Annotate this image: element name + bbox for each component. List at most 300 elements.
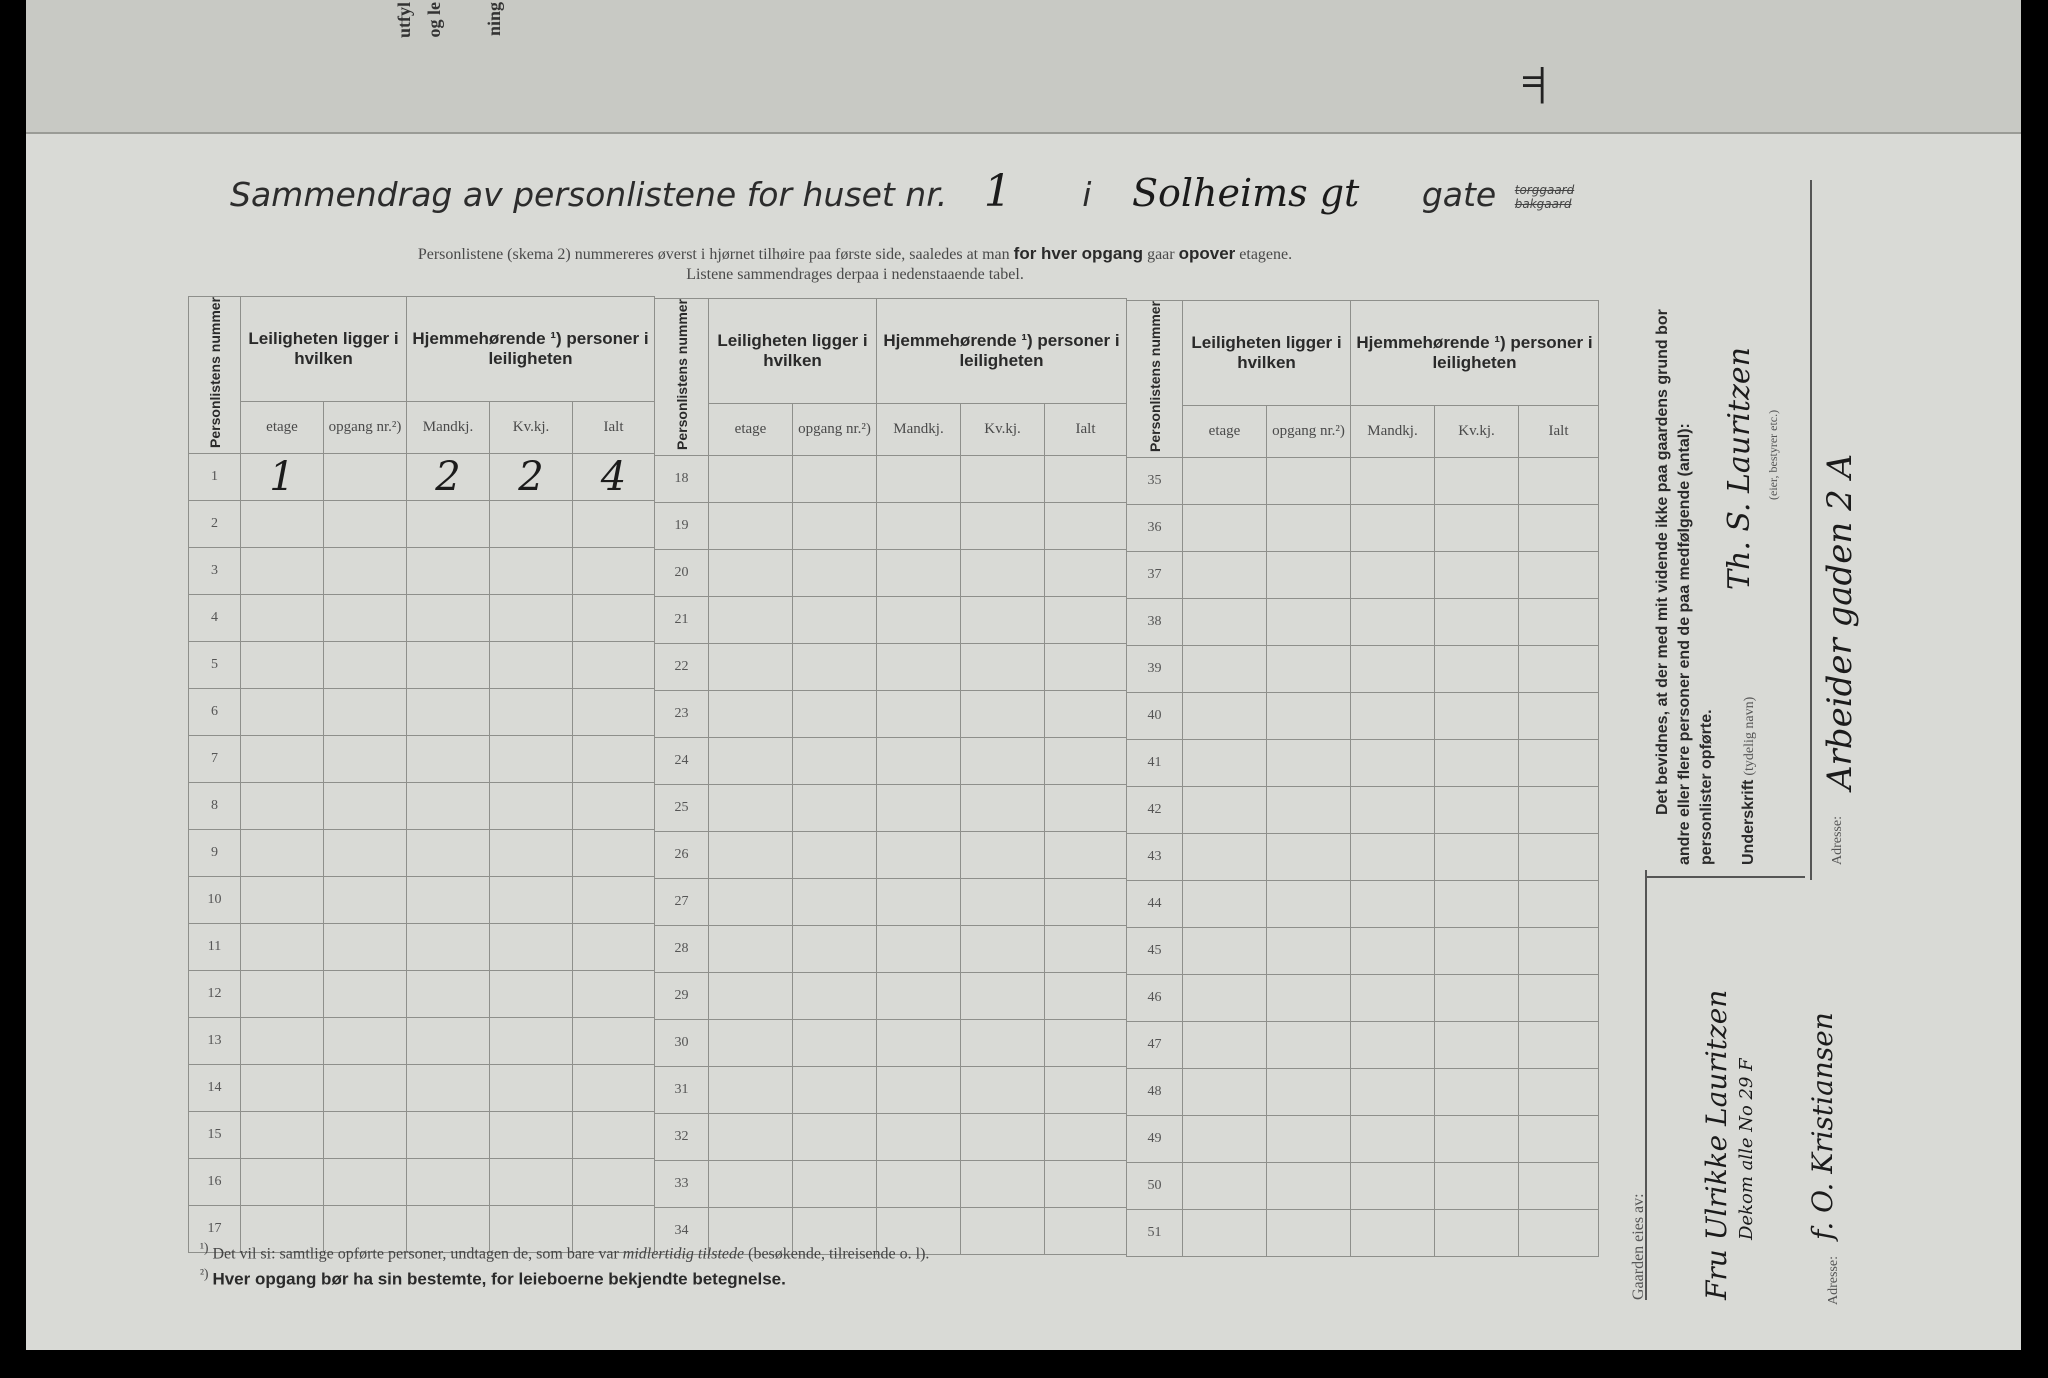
cell-opgang [1267,833,1351,880]
footnote-2-mark: ²) [200,1266,209,1281]
cell-opgang [1267,692,1351,739]
cell-mandkj [877,455,961,502]
row-number: 11 [189,923,241,970]
cell-ialt [1519,1068,1599,1115]
cell-opgang [1267,457,1351,504]
cell-kvkj [1435,1115,1519,1162]
header-hjemmehorende: Hjemmehørende ¹) personer i leiligheten [1351,301,1599,406]
cell-kvkj [490,688,573,735]
cell-etage [1183,1115,1267,1162]
cell-opgang [1267,504,1351,551]
header-mandkj: Mandkj. [1351,405,1435,457]
cell-etage [709,549,793,596]
cell-mandkj [1351,645,1435,692]
cell-opgang [793,784,877,831]
cell-kvkj [961,972,1045,1019]
header-hjemmehorende: Hjemmehørende ¹) personer i leiligheten [407,297,655,402]
row-number: 4 [189,594,241,641]
cell-ialt [1045,1019,1127,1066]
header-etage: etage [241,401,324,453]
owner-adresse-label: Adresse: [1826,1256,1841,1305]
owner-adresse-value: f. O. Kristiansen [1806,1012,1839,1240]
table-row [655,784,1127,831]
side-divider [1645,876,1805,878]
cell-ialt [1045,1066,1127,1113]
cell-etage [241,829,324,876]
table-row [1127,1068,1599,1115]
table-row [189,970,655,1017]
header-personlistens-nummer-text: Personlistens nummer [1146,301,1163,452]
table-row [1127,880,1599,927]
cell-mandkj [877,831,961,878]
cell-mandkj [1351,598,1435,645]
cell-kvkj [490,1017,573,1064]
cell-etage [1183,551,1267,598]
cell-etage [241,547,324,594]
summary-table-1 [188,296,655,1253]
table-row [189,923,655,970]
cell-kvkj [490,970,573,1017]
cell-ialt [573,594,655,641]
cell-ialt [573,1111,655,1158]
adresse-value: Arbeider gaden 2 A [1820,453,1860,790]
title-gate: gate [1421,175,1497,214]
cell-kvkj [1435,598,1519,645]
cell-opgang [793,690,877,737]
cell-mandkj [1351,927,1435,974]
row-number: 7 [189,735,241,782]
cell-kvkj [490,1064,573,1111]
row-number: 48 [1127,1068,1183,1115]
cell-ialt [1519,1162,1599,1209]
row-number: 32 [655,1113,709,1160]
cell-ialt [1045,784,1127,831]
top-fragment: utfyl [394,2,414,38]
cell-mandkj [407,1064,490,1111]
cell-mandkj [877,502,961,549]
cell-ialt [1045,455,1127,502]
cell-opgang [324,641,407,688]
cell-ialt [1519,598,1599,645]
table-row [1127,692,1599,739]
cell-etage [1183,927,1267,974]
cell-kvkj [490,641,573,688]
row-number: 50 [1127,1162,1183,1209]
cell-etage [709,737,793,784]
row-number: 42 [1127,786,1183,833]
cell-kvkj [961,1066,1045,1113]
cell-mandkj [407,688,490,735]
cell-opgang [793,925,877,972]
table-row [189,1017,655,1064]
certification-line-3: personlister opførte. [1698,709,1715,865]
cell-opgang [324,1064,407,1111]
cell-kvkj [1435,457,1519,504]
cell-opgang [1267,927,1351,974]
header-personlistens-nummer-text: Personlistens nummer [673,299,690,450]
cell-mandkj [1351,692,1435,739]
row-number: 30 [655,1019,709,1066]
cell-kvkj [490,594,573,641]
cell-opgang [324,782,407,829]
row-number: 31 [655,1066,709,1113]
cell-kvkj [1435,927,1519,974]
cell-kvkj [490,1111,573,1158]
row-number: 20 [655,549,709,596]
cell-opgang [793,596,877,643]
header-mandkj: Mandkj. [877,403,961,455]
table-row [1127,1209,1599,1256]
cell-opgang [1267,1021,1351,1068]
cell-ialt [1519,645,1599,692]
cell-ialt [573,547,655,594]
table-row [1127,739,1599,786]
top-mark: =| [1521,59,1541,104]
cell-mandkj [877,784,961,831]
cell-kvkj [490,782,573,829]
cell-mandkj [877,643,961,690]
row-number: 18 [655,455,709,502]
cell-mandkj [1351,1209,1435,1256]
table-row [655,878,1127,925]
certification-line-1: Det bevidnes, at der med mit vidende ikke paa gaardens grund bor [1654,309,1671,815]
table-row [655,831,1127,878]
header-personlistens-nummer [655,299,709,456]
cell-etage [241,923,324,970]
cell-opgang [324,453,407,500]
page-title [230,166,1574,217]
subheader-row [189,401,655,453]
cell-kvkj [961,502,1045,549]
header-personlistens-nummer [189,297,241,454]
cell-etage [241,970,324,1017]
cell-mandkj [1351,1162,1435,1209]
cell-etage [709,1019,793,1066]
previous-page-edge [26,0,2021,134]
table-row [189,500,655,547]
row-number: 46 [1127,974,1183,1021]
cell-etage [709,596,793,643]
cell-ialt [1045,549,1127,596]
cell-kvkj [961,784,1045,831]
table-row [189,829,655,876]
cell-kvkj [1435,645,1519,692]
cell-kvkj [1435,504,1519,551]
cell-mandkj [1351,1115,1435,1162]
table-row [1127,927,1599,974]
cell-mandkj [407,1111,490,1158]
cell-ialt [573,1064,655,1111]
table-row [655,690,1127,737]
cell-opgang [1267,786,1351,833]
cell-ialt [1045,831,1127,878]
cell-kvkj [1435,739,1519,786]
owner-label: Gaarden eies av: [1630,1193,1647,1300]
cell-etage [709,455,793,502]
header-kvkj: Kv.kj. [1435,405,1519,457]
role-hint: (eier, bestyrer etc.) [1766,409,1780,500]
cell-mandkj [877,690,961,737]
cell-ialt [1519,739,1599,786]
table-row [655,925,1127,972]
cell-ialt [573,735,655,782]
row-number: 3 [189,547,241,594]
cell-opgang [324,876,407,923]
cell-opgang [1267,1209,1351,1256]
row-number: 27 [655,878,709,925]
cell-mandkj [1351,974,1435,1021]
cell-opgang [793,878,877,925]
underskrift-label: Underskrift [1740,779,1757,865]
cell-ialt [573,970,655,1017]
cell-ialt [573,688,655,735]
cell-ialt [573,923,655,970]
cell-opgang [1267,739,1351,786]
cell-etage [1183,598,1267,645]
header-etage: etage [709,403,793,455]
header-ialt: Ialt [1519,405,1599,457]
row-number: 47 [1127,1021,1183,1068]
cell-mandkj [1351,833,1435,880]
row-number: 22 [655,643,709,690]
cell-ialt: 4 [573,453,655,500]
table-row [655,502,1127,549]
cell-etage [1183,692,1267,739]
cell-etage [709,1113,793,1160]
row-number: 40 [1127,692,1183,739]
cell-ialt [1519,1115,1599,1162]
cell-etage [709,925,793,972]
cell-mandkj [877,878,961,925]
cell-mandkj [877,737,961,784]
cell-kvkj [961,1160,1045,1207]
certification-line-2: andre eller flere personer end de paa medfølgende (antal): [1676,423,1693,865]
cell-ialt [573,829,655,876]
row-number: 39 [1127,645,1183,692]
cell-ialt [573,1017,655,1064]
cell-ialt [1045,925,1127,972]
cell-ialt [1519,1021,1599,1068]
row-number: 9 [189,829,241,876]
cell-kvkj [490,735,573,782]
cell-opgang [324,594,407,641]
cell-etage [1183,1162,1267,1209]
row-number: 44 [1127,880,1183,927]
cell-kvkj [1435,880,1519,927]
table-row [1127,1115,1599,1162]
cell-etage [1183,880,1267,927]
cell-opgang [1267,880,1351,927]
cell-etage [241,688,324,735]
cell-kvkj [490,876,573,923]
adresse-label: Adresse: [1830,816,1845,865]
table-row [189,876,655,923]
table-row [189,547,655,594]
cell-etage [241,1111,324,1158]
cell-mandkj [877,1019,961,1066]
cell-opgang [793,455,877,502]
row-number: 35 [1127,457,1183,504]
struck-torggaard: torggaard [1514,182,1575,197]
cell-etage [1183,1209,1267,1256]
cell-opgang [793,972,877,1019]
cell-ialt [1519,833,1599,880]
cell-mandkj [877,596,961,643]
row-number: 10 [189,876,241,923]
header-row [1127,301,1599,406]
cell-kvkj [1435,974,1519,1021]
cell-kvkj [490,923,573,970]
row-number: 5 [189,641,241,688]
title-in: i [1082,175,1092,214]
cell-etage [241,641,324,688]
table-row [189,782,655,829]
cell-kvkj [490,1158,573,1205]
footnote-2-text: Hver opgang bør ha sin bestemte, for leieboerne bekjendte betegnelse. [212,1269,786,1289]
table-row [189,1158,655,1205]
cell-etage [241,876,324,923]
row-number: 28 [655,925,709,972]
cell-kvkj [1435,692,1519,739]
cell-mandkj [1351,739,1435,786]
table-row [655,455,1127,502]
cell-kvkj [961,878,1045,925]
cell-ialt [1045,737,1127,784]
cell-ialt [1519,692,1599,739]
cell-etage [709,831,793,878]
cell-opgang [793,1113,877,1160]
header-personlistens-nummer-text: Personlistens nummer [206,297,223,448]
instructions-line-2: Listene sammendrages derpaa i nedenstaaende tabel. [686,266,1024,283]
cell-opgang [324,923,407,970]
table-row [655,596,1127,643]
cell-mandkj [1351,880,1435,927]
cell-etage [1183,457,1267,504]
table-row [1127,645,1599,692]
cell-ialt [1519,786,1599,833]
cell-etage [1183,833,1267,880]
house-number: 1 [983,166,1012,217]
row-number: 19 [655,502,709,549]
cell-kvkj [1435,551,1519,598]
cell-ialt [1519,551,1599,598]
cell-etage [1183,739,1267,786]
cell-opgang [1267,1162,1351,1209]
underskrift-hint: (tydelig navn) [1742,696,1757,776]
cell-kvkj [961,1019,1045,1066]
instruction-bold: for hver opgang [1013,244,1144,263]
header-ialt: Ialt [1045,403,1127,455]
cell-opgang [793,1019,877,1066]
table-row [189,594,655,641]
cell-etage [241,782,324,829]
cell-etage [709,502,793,549]
cell-mandkj [877,1160,961,1207]
header-opgang: opgang nr.²) [793,403,877,455]
cell-ialt [1045,502,1127,549]
table-row [189,641,655,688]
cell-ialt [573,876,655,923]
cell-kvkj [961,455,1045,502]
table-row [1127,551,1599,598]
row-number: 37 [1127,551,1183,598]
cell-mandkj [407,1158,490,1205]
header-opgang: opgang nr.²) [324,401,407,453]
row-number: 17 [189,1205,241,1252]
row-number: 36 [1127,504,1183,551]
cell-opgang [793,1160,877,1207]
row-number: 13 [189,1017,241,1064]
struck-bakgaard: bakgaard [1514,196,1572,211]
cell-kvkj: 2 [490,453,573,500]
header-etage: etage [1183,405,1267,457]
header-ialt: Ialt [573,401,655,453]
header-leiligheten: Leiligheten ligger i hvilken [1183,301,1351,406]
row-number: 2 [189,500,241,547]
summary-table-2 [654,298,1127,1255]
footnote-1-mark: ¹) [200,1240,209,1255]
row-number: 6 [189,688,241,735]
cell-mandkj [1351,786,1435,833]
cell-etage [709,972,793,1019]
cell-kvkj [1435,786,1519,833]
top-fragment: ning [484,2,504,37]
row-number: 34 [655,1207,709,1254]
cell-mandkj [1351,504,1435,551]
cell-opgang [324,688,407,735]
row-number: 15 [189,1111,241,1158]
cell-mandkj [407,829,490,876]
footnote-2 [200,1266,786,1289]
cell-kvkj [1435,1209,1519,1256]
cell-etage [241,1064,324,1111]
table-row [655,643,1127,690]
cell-kvkj [961,549,1045,596]
cell-mandkj [407,782,490,829]
instructions-line-1 [190,244,1520,264]
table-row [1127,504,1599,551]
cell-mandkj [407,1017,490,1064]
table-row [189,735,655,782]
cell-mandkj [1351,1021,1435,1068]
footnote-1-text-end: (besøkende, tilreisende o. l). [744,1245,930,1263]
table-row [1127,786,1599,833]
header-personlistens-nummer [1127,301,1183,458]
cell-kvkj [961,925,1045,972]
cell-kvkj [961,690,1045,737]
row-number: 43 [1127,833,1183,880]
cell-opgang [793,502,877,549]
cell-ialt [1519,1209,1599,1256]
cell-etage [1183,645,1267,692]
cell-mandkj [407,970,490,1017]
header-kvkj: Kv.kj. [490,401,573,453]
row-number: 29 [655,972,709,1019]
row-number: 1 [189,453,241,500]
table-row [655,549,1127,596]
cell-etage [1183,504,1267,551]
cell-mandkj [1351,1068,1435,1115]
row-number: 12 [189,970,241,1017]
table-row [189,453,655,500]
cell-ialt [1519,457,1599,504]
cell-ialt [1045,972,1127,1019]
cell-mandkj [877,1066,961,1113]
cell-kvkj [961,643,1045,690]
table-row [655,972,1127,1019]
cell-etage [241,1017,324,1064]
header-opgang: opgang nr.²) [1267,405,1351,457]
